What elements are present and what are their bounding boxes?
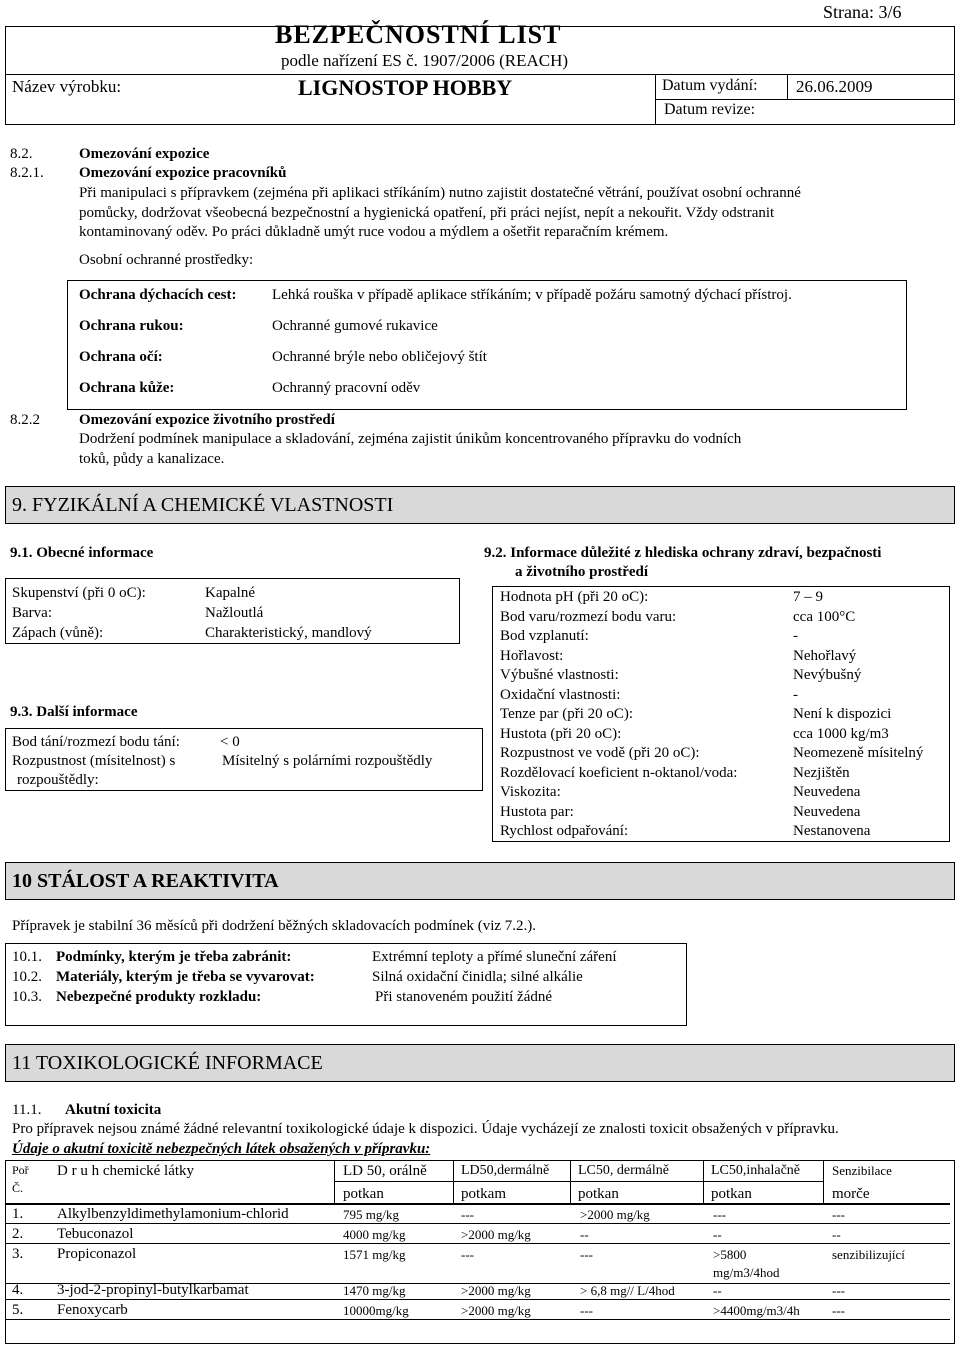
- prop-key: Rychlost odpařování:: [500, 823, 629, 839]
- table-cell: 2.: [12, 1226, 24, 1242]
- ppe-label: Ochrana očí:: [79, 349, 163, 365]
- prop-key: Hořlavost:: [500, 647, 564, 664]
- table-header-line: [5, 1203, 950, 1205]
- table-row-line: [5, 1243, 950, 1244]
- table-vline: [823, 1160, 824, 1204]
- reactivity-key: Nebezpečné produkty rozkladu:: [56, 989, 262, 1005]
- table-vline: [703, 1160, 704, 1204]
- toxicity-table-caption: Údaje o akutní toxicitě nebezpečných látek obsažených v přípravku:: [12, 1141, 431, 1157]
- substance-name: 3-jod-2-propinyl-butylkarbamat: [57, 1282, 249, 1298]
- table-cell: >4400mg/m3/4h: [713, 1303, 800, 1318]
- col-subheader: potkan: [578, 1186, 619, 1202]
- table-cell: ---: [832, 1303, 845, 1318]
- table-cell: >2000 mg/kg: [461, 1303, 531, 1318]
- paragraph-line: toků, půdy a kanalizace.: [79, 451, 225, 467]
- prop-value: Kapalné: [205, 585, 255, 601]
- prop-key: Výbušné vlastnosti:: [500, 667, 619, 683]
- prop-value: Nestanovena: [793, 823, 871, 839]
- col-header: Poř: [12, 1163, 29, 1177]
- col-subheader: potkam: [461, 1186, 506, 1202]
- section-10-title: 10 STÁLOST A REAKTIVITA: [12, 870, 279, 892]
- col-subheader: potkan: [343, 1186, 384, 1202]
- table-cell: --: [713, 1227, 722, 1242]
- table-cell: senzibilizující: [832, 1247, 905, 1262]
- page-subtitle: podle nařízení ES č. 1907/2006 (REACH): [281, 51, 569, 70]
- table-cell: --: [713, 1283, 722, 1298]
- table-cell: >2000 mg/kg: [580, 1207, 650, 1222]
- prop-key: Barva:: [12, 605, 52, 621]
- table-cell: 1470 mg/kg: [343, 1283, 406, 1298]
- table-cell: ---: [580, 1247, 593, 1262]
- table-cell: >2000 mg/kg: [461, 1283, 531, 1298]
- col-subheader: potkan: [711, 1186, 752, 1202]
- prop-key: Rozpustnost (mísitelnost) s: [12, 753, 176, 769]
- table-subheader-line: [334, 1181, 824, 1182]
- col-subheader: morče: [832, 1186, 870, 1202]
- prop-key: Oxidační vlastnosti:: [500, 686, 621, 703]
- table-cell: --: [832, 1227, 841, 1242]
- table-cell: --: [580, 1227, 589, 1242]
- prop-key: Rozdělovací koeficient n-oktanol/voda:: [500, 764, 738, 781]
- table-cell: 1571 mg/kg: [343, 1247, 406, 1262]
- general-info-title: 9.1. Obecné informace: [10, 545, 154, 561]
- prop-key: Bod varu/rozmezí bodu varu:: [500, 608, 677, 625]
- col-header: Č.: [12, 1181, 24, 1195]
- subsection-number: 8.2.2: [10, 412, 40, 428]
- table-cell: >5800: [713, 1247, 747, 1262]
- other-info-title: 9.3. Další informace: [10, 704, 138, 720]
- table-cell: ---: [461, 1207, 474, 1222]
- col-header: LC50,inhalačně: [711, 1163, 801, 1178]
- issue-date: 26.06.2009: [796, 77, 873, 96]
- ppe-label: Ochrana rukou:: [79, 318, 184, 334]
- substance-name: Fenoxycarb: [57, 1302, 128, 1318]
- prop-value: cca 1000 kg/m3: [793, 725, 889, 742]
- substance-name: Alkylbenzyldimethylamonium-chlorid: [57, 1206, 289, 1222]
- header-vdivider-2: [787, 74, 788, 99]
- col-header: LC50, dermálně: [578, 1163, 669, 1178]
- prop-value: cca 100°C: [793, 608, 856, 625]
- prop-value: Nažloutlá: [205, 605, 264, 621]
- page-number: Strana: 3/6: [823, 2, 902, 22]
- table-cell: ---: [713, 1207, 726, 1222]
- ppe-label: Ochrana kůže:: [79, 380, 175, 396]
- ppe-value: Lehká rouška v případě aplikace stříkáním; v případě požáru samotný dýchací přístroj.: [272, 287, 792, 303]
- table-row-line: [5, 1223, 950, 1224]
- prop-key: Zápach (vůně):: [12, 625, 104, 641]
- table-cell: mg/m3/4hod: [713, 1265, 780, 1280]
- table-cell: 795 mg/kg: [343, 1207, 399, 1222]
- prop-key: Hustota (při 20 oC):: [500, 725, 622, 742]
- prop-value: Nehořlavý: [793, 647, 857, 664]
- revision-label: Datum revize:: [664, 101, 756, 118]
- prop-key: Skupenství (při 0 oC):: [12, 585, 146, 601]
- substance-name: Tebuconazol: [57, 1226, 134, 1242]
- product-name: LIGNOSTOP HOBBY: [298, 75, 513, 100]
- health-info-title-2: a životního prostředí: [515, 564, 649, 580]
- prop-key: Bod tání/rozmezí bodu tání:: [12, 734, 180, 750]
- prop-value: Není k dispozici: [793, 706, 892, 722]
- prop-value: -: [793, 628, 798, 644]
- col-header: Senzibilace: [832, 1163, 892, 1178]
- table-cell: > 6,8 mg// L/4hod: [580, 1283, 675, 1298]
- table-cell: >2000 mg/kg: [461, 1227, 531, 1242]
- table-row-line: [5, 1319, 950, 1320]
- prop-value: < 0: [220, 734, 240, 750]
- reactivity-num: 10.3.: [12, 989, 42, 1005]
- prop-key: Hustota par:: [500, 803, 574, 820]
- table-vline: [570, 1160, 571, 1204]
- prop-key: Hodnota pH (při 20 oC):: [500, 589, 649, 605]
- paragraph-line: Pro přípravek nejsou známé žádné relevantní toxikologické údaje k dispozici. Údaje vycházejí ze znalosti toxicit obsažených v přípravku.: [12, 1121, 839, 1137]
- reactivity-num: 10.2.: [12, 969, 42, 985]
- table-cell: 3.: [12, 1246, 24, 1262]
- subsection-title: Omezování expozice pracovníků: [79, 165, 287, 181]
- paragraph-line: kontaminovaný oděv. Po práci důkladně umýt ruce vodou a mýdlem a ošetřit reparačním krémem.: [79, 224, 669, 240]
- subsection-number: 8.2.1.: [10, 165, 44, 181]
- product-label: Název výrobku:: [12, 77, 122, 96]
- substance-name: Propiconazol: [57, 1246, 137, 1262]
- col-header: LD50,dermálně: [461, 1163, 550, 1178]
- ppe-value: Ochranný pracovní oděv: [272, 380, 421, 396]
- section-title: Omezování expozice: [79, 146, 210, 162]
- reactivity-key: Materiály, kterým je třeba se vyvarovat:: [56, 969, 315, 985]
- table-vline: [334, 1160, 335, 1204]
- prop-key: Rozpustnost ve vodě (při 20 oC):: [500, 745, 700, 761]
- section-number: 8.2.: [10, 146, 33, 162]
- col-header: LD 50, orálně: [343, 1163, 427, 1179]
- prop-key-cont: rozpouštědly:: [17, 772, 99, 788]
- reactivity-key: Podmínky, kterým je třeba zabránit:: [56, 949, 292, 965]
- prop-key: Bod vzplanutí:: [500, 628, 589, 644]
- ppe-title: Osobní ochranné prostředky:: [79, 252, 254, 268]
- prop-key: Tenze par (při 20 oC):: [500, 706, 634, 722]
- prop-value: -: [793, 686, 798, 703]
- reactivity-value: Při stanoveném použití žádné: [375, 989, 553, 1005]
- prop-value: Nevýbušný: [793, 667, 862, 683]
- section-11-title: 11 TOXIKOLOGICKÉ INFORMACE: [12, 1052, 323, 1074]
- prop-key: Viskozita:: [500, 784, 561, 800]
- prop-value: Nezjištěn: [793, 764, 850, 781]
- issue-label: Datum vydání:: [662, 77, 758, 94]
- prop-value: Neuvedena: [793, 803, 861, 820]
- table-cell: 4000 mg/kg: [343, 1227, 406, 1242]
- prop-value: 7 – 9: [793, 589, 823, 605]
- subsection-title: Omezování expozice životního prostředí: [79, 412, 335, 428]
- table-cell: ---: [580, 1303, 593, 1318]
- header-hdivider: [655, 99, 955, 100]
- ppe-value: Ochranné brýle nebo obličejový štít: [272, 349, 487, 365]
- table-cell: 5.: [12, 1302, 24, 1318]
- paragraph-line: pomůcky, dodržovat všeobecná bezpečnostní a hygienická opatření, při práci nejíst, nepít a nekouřit. Vždy odstranit: [79, 205, 775, 221]
- subsection-title: Akutní toxicita: [65, 1102, 162, 1118]
- ppe-label: Ochrana dýchacích cest:: [79, 287, 237, 303]
- prop-value: Neuvedena: [793, 784, 861, 800]
- table-vline: [453, 1160, 454, 1204]
- table-cell: ---: [832, 1283, 845, 1298]
- table-cell: ---: [461, 1247, 474, 1262]
- table-cell: 10000mg/kg: [343, 1303, 409, 1318]
- section-9-title: 9. FYZIKÁLNÍ A CHEMICKÉ VLASTNOSTI: [12, 494, 394, 516]
- prop-value: Charakteristický, mandlový: [205, 625, 372, 641]
- reactivity-value: Silná oxidační činidla; silné alkálie: [372, 969, 583, 985]
- reactivity-value: Extrémní teploty a přímé sluneční záření: [372, 949, 617, 965]
- table-cell: 4.: [12, 1282, 24, 1298]
- ppe-value: Ochranné gumové rukavice: [272, 318, 438, 334]
- stability-text: Přípravek je stabilní 36 měsíců při dodržení běžných skladovacích podmínek (viz 7.2.).: [12, 918, 537, 934]
- page-title: BEZPEČNOSTNÍ LIST: [275, 20, 562, 49]
- table-cell: ---: [832, 1207, 845, 1222]
- paragraph-line: Při manipulaci s přípravkem (zejména při aplikaci stříkáním) nutno zajistit dostatečné větrání, používat osobní ochranné: [79, 185, 801, 201]
- col-header: D r u h chemické látky: [57, 1163, 195, 1179]
- reactivity-num: 10.1.: [12, 949, 42, 965]
- prop-value: Mísitelný s polárními rozpouštědly: [222, 753, 433, 769]
- prop-value: Neomezeně mísitelný: [793, 745, 924, 761]
- table-row-line: [5, 1299, 950, 1300]
- subsection-number: 11.1.: [12, 1102, 42, 1118]
- paragraph-line: Dodržení podmínek manipulace a skladování, zejména zajistit únikům koncentrovaného přípravku do vodních: [79, 431, 742, 447]
- table-cell: 1.: [12, 1206, 24, 1222]
- health-info-title: 9.2. Informace důležité z hlediska ochrany zdraví, bezpačnosti: [484, 545, 882, 561]
